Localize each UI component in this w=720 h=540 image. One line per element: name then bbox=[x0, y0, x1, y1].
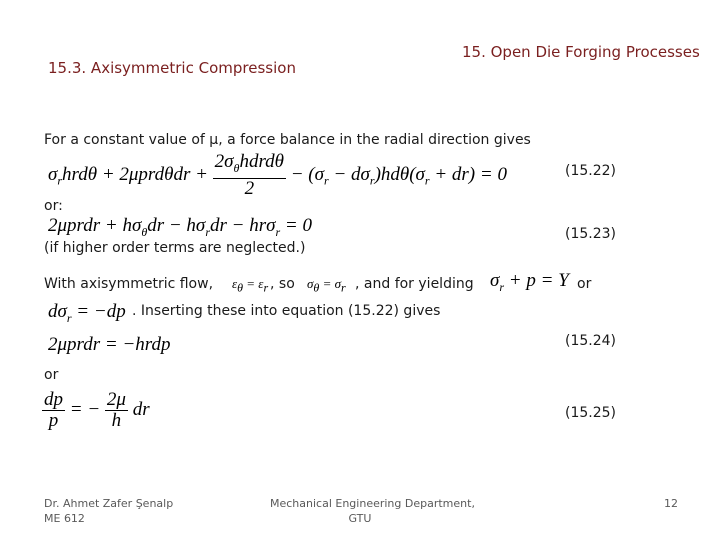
equation-number: (15.22) bbox=[565, 163, 617, 179]
equation-number: (15.24) bbox=[565, 333, 617, 349]
yield-equation: $\sigma_r + p = Y$ bbox=[490, 270, 569, 294]
equation-number: (15.23) bbox=[565, 226, 617, 242]
equation-15-23: 2μprdr + $h\sigma_\theta dr - h\sigma_rdr - hr\sigma_r = 0$ bbox=[48, 215, 312, 239]
or-label: or: bbox=[44, 198, 63, 214]
inserting-text: . Inserting these into equation (15.22) gives bbox=[132, 303, 441, 319]
chapter-title: 15. Open Die Forging Processes bbox=[462, 43, 700, 61]
university-name: GTU bbox=[348, 512, 372, 525]
axisym-text-b: , so bbox=[270, 276, 295, 292]
strain-equality: $\varepsilon_\theta = \varepsilon_r$ bbox=[232, 276, 269, 295]
differential-equation: $d\sigma_r = -dp$ bbox=[48, 301, 126, 325]
axisym-text-d: or bbox=[577, 276, 592, 292]
author-name: Dr. Ahmet Zafer Şenalp bbox=[44, 497, 174, 510]
or-label: or bbox=[44, 367, 59, 383]
equation-15-24: 2μprdr = −hrdp bbox=[48, 334, 171, 355]
equation-15-22: $\sigma_rhrd\theta + 2\mu prd\theta dr$ + $\frac{2\sigma_\theta hdrd\theta}{2}$ − $(\sigma_r - d\sigma_r)hd\theta(\sigma_r + dr) = 0$ bbox=[48, 151, 507, 199]
intro-text: For a constant value of μ, a force balance in the radial direction gives bbox=[44, 132, 531, 148]
stress-equality: $\sigma_\theta = \sigma_r$ bbox=[307, 276, 346, 295]
footer-department bbox=[270, 496, 475, 526]
footer-author bbox=[44, 496, 173, 526]
section-title: 15.3. Axisymmetric Compression bbox=[48, 59, 296, 77]
course-code: ME 612 bbox=[44, 512, 85, 525]
neglect-note: (if higher order terms are neglected.) bbox=[44, 240, 306, 256]
equation-15-25: $\frac{dp}{p}$ = − $\frac{2\mu}{h}$ dr bbox=[44, 389, 150, 431]
department-name: Mechanical Engineering Department, bbox=[270, 497, 475, 510]
equation-number: (15.25) bbox=[565, 405, 617, 421]
page-number: 12 bbox=[664, 497, 678, 510]
axisym-text-c: , and for yielding bbox=[355, 276, 474, 292]
axisym-text-a: With axisymmetric flow, bbox=[44, 276, 214, 292]
